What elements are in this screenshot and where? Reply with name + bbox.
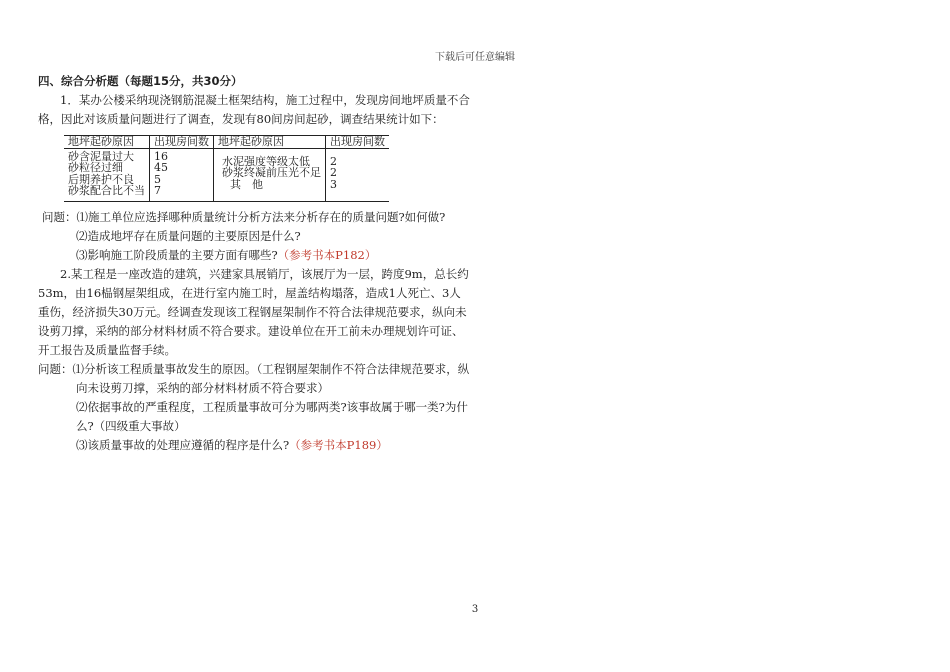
q2-question-3 xyxy=(38,436,470,455)
left-cause: 砂浆配合比不当 xyxy=(68,184,145,197)
q2-question-2: ⑵依据事故的严重程度，工程质量事故可分为哪两类?该事故属于哪一类?为什么?（四级重大事故） xyxy=(76,399,468,433)
q2-question-label: 问题： xyxy=(38,361,73,376)
q2-question-1-text: ⑴分析该工程质量事故发生的原因。（工程钢屋架制作不符合法律规范要求，纵向未设剪刀撑，采纳的部分材料材质不符合要求） xyxy=(72,361,470,395)
table-header-cause-right: 地坪起砂原因 xyxy=(214,136,326,149)
left-causes-cell xyxy=(64,148,150,201)
q1-intro: 1．某办公楼采纳现浇钢筋混凝土框架结构，施工过程中，发现房间地坪质量不合格，因此对该质量问题进行了调查，发现有80间房间起砂，调查结果统计如下： xyxy=(38,93,470,126)
left-cause: 砂粒径过细 xyxy=(68,161,123,174)
right-cause: 砂浆终凝前压光不足 xyxy=(222,166,321,179)
q2-question-1 xyxy=(38,360,470,398)
left-cause: 后期养护不良 xyxy=(68,172,134,186)
right-count: 2 xyxy=(330,166,337,179)
right-cause: 水泥强度等级太低 xyxy=(222,154,310,168)
header-note: 下载后可任意编辑 xyxy=(435,52,515,63)
q1-question-3 xyxy=(38,246,470,265)
table-header-count-right: 出现房间数 xyxy=(326,136,390,149)
left-counts-cell xyxy=(150,148,214,201)
left-count: 45 xyxy=(154,161,168,174)
page-number: 3 xyxy=(471,604,479,615)
left-count: 7 xyxy=(154,184,161,197)
right-causes-cell xyxy=(214,148,326,201)
q1-question-3-text: ⑶影响施工阶段质量的主要方面有哪些? xyxy=(76,247,278,262)
right-cause: 其 他 xyxy=(230,177,263,191)
exam-content xyxy=(38,72,470,455)
right-count: 2 xyxy=(330,154,337,168)
q1-reference: （参考书本P182） xyxy=(277,247,377,262)
right-counts-cell xyxy=(326,148,390,201)
left-cause: 砂含泥量过大 xyxy=(68,149,134,163)
cause-table xyxy=(64,135,389,202)
table-row xyxy=(64,148,389,201)
q1-question-2: ⑵造成地坪存在质量问题的主要原因是什么? xyxy=(76,228,301,243)
q1-question-1 xyxy=(38,208,470,227)
section-title: 四、综合分析题（每题15分，共30分） xyxy=(38,74,243,88)
q1-question-label: 问题： xyxy=(42,209,77,224)
q2-question-3-text: ⑶该质量事故的处理应遵循的程序是什么? xyxy=(76,437,290,452)
q2-reference: （参考书本P189） xyxy=(289,437,388,452)
table-header-count-left: 出现房间数 xyxy=(150,136,214,149)
table-header-cause-left: 地坪起砂原因 xyxy=(64,136,150,149)
left-count: 16 xyxy=(154,149,168,163)
left-count: 5 xyxy=(154,172,161,186)
table-header-row xyxy=(64,136,389,149)
right-count: 3 xyxy=(330,177,337,191)
q1-question-1-text: ⑴施工单位应选择哪种质量统计分析方法来分析存在的质量问题?如何做? xyxy=(76,209,446,224)
q2-intro: 2.某工程是一座改造的建筑，兴建家具展销厅，该展厅为一层，跨度9m，总长约53m，由16榀钢屋架组成，在进行室内施工时，屋盖结构塌落，造成1人死亡、3人重伤，经济损失30万元。经调查发现该工程钢屋架制作不符合法律规范要求，纵向未设剪刀撑，采纳的部分材料材质不符合要求。建设单位在开工前未办理规划许可证、开工报告及质量监督手续。 xyxy=(38,266,469,357)
